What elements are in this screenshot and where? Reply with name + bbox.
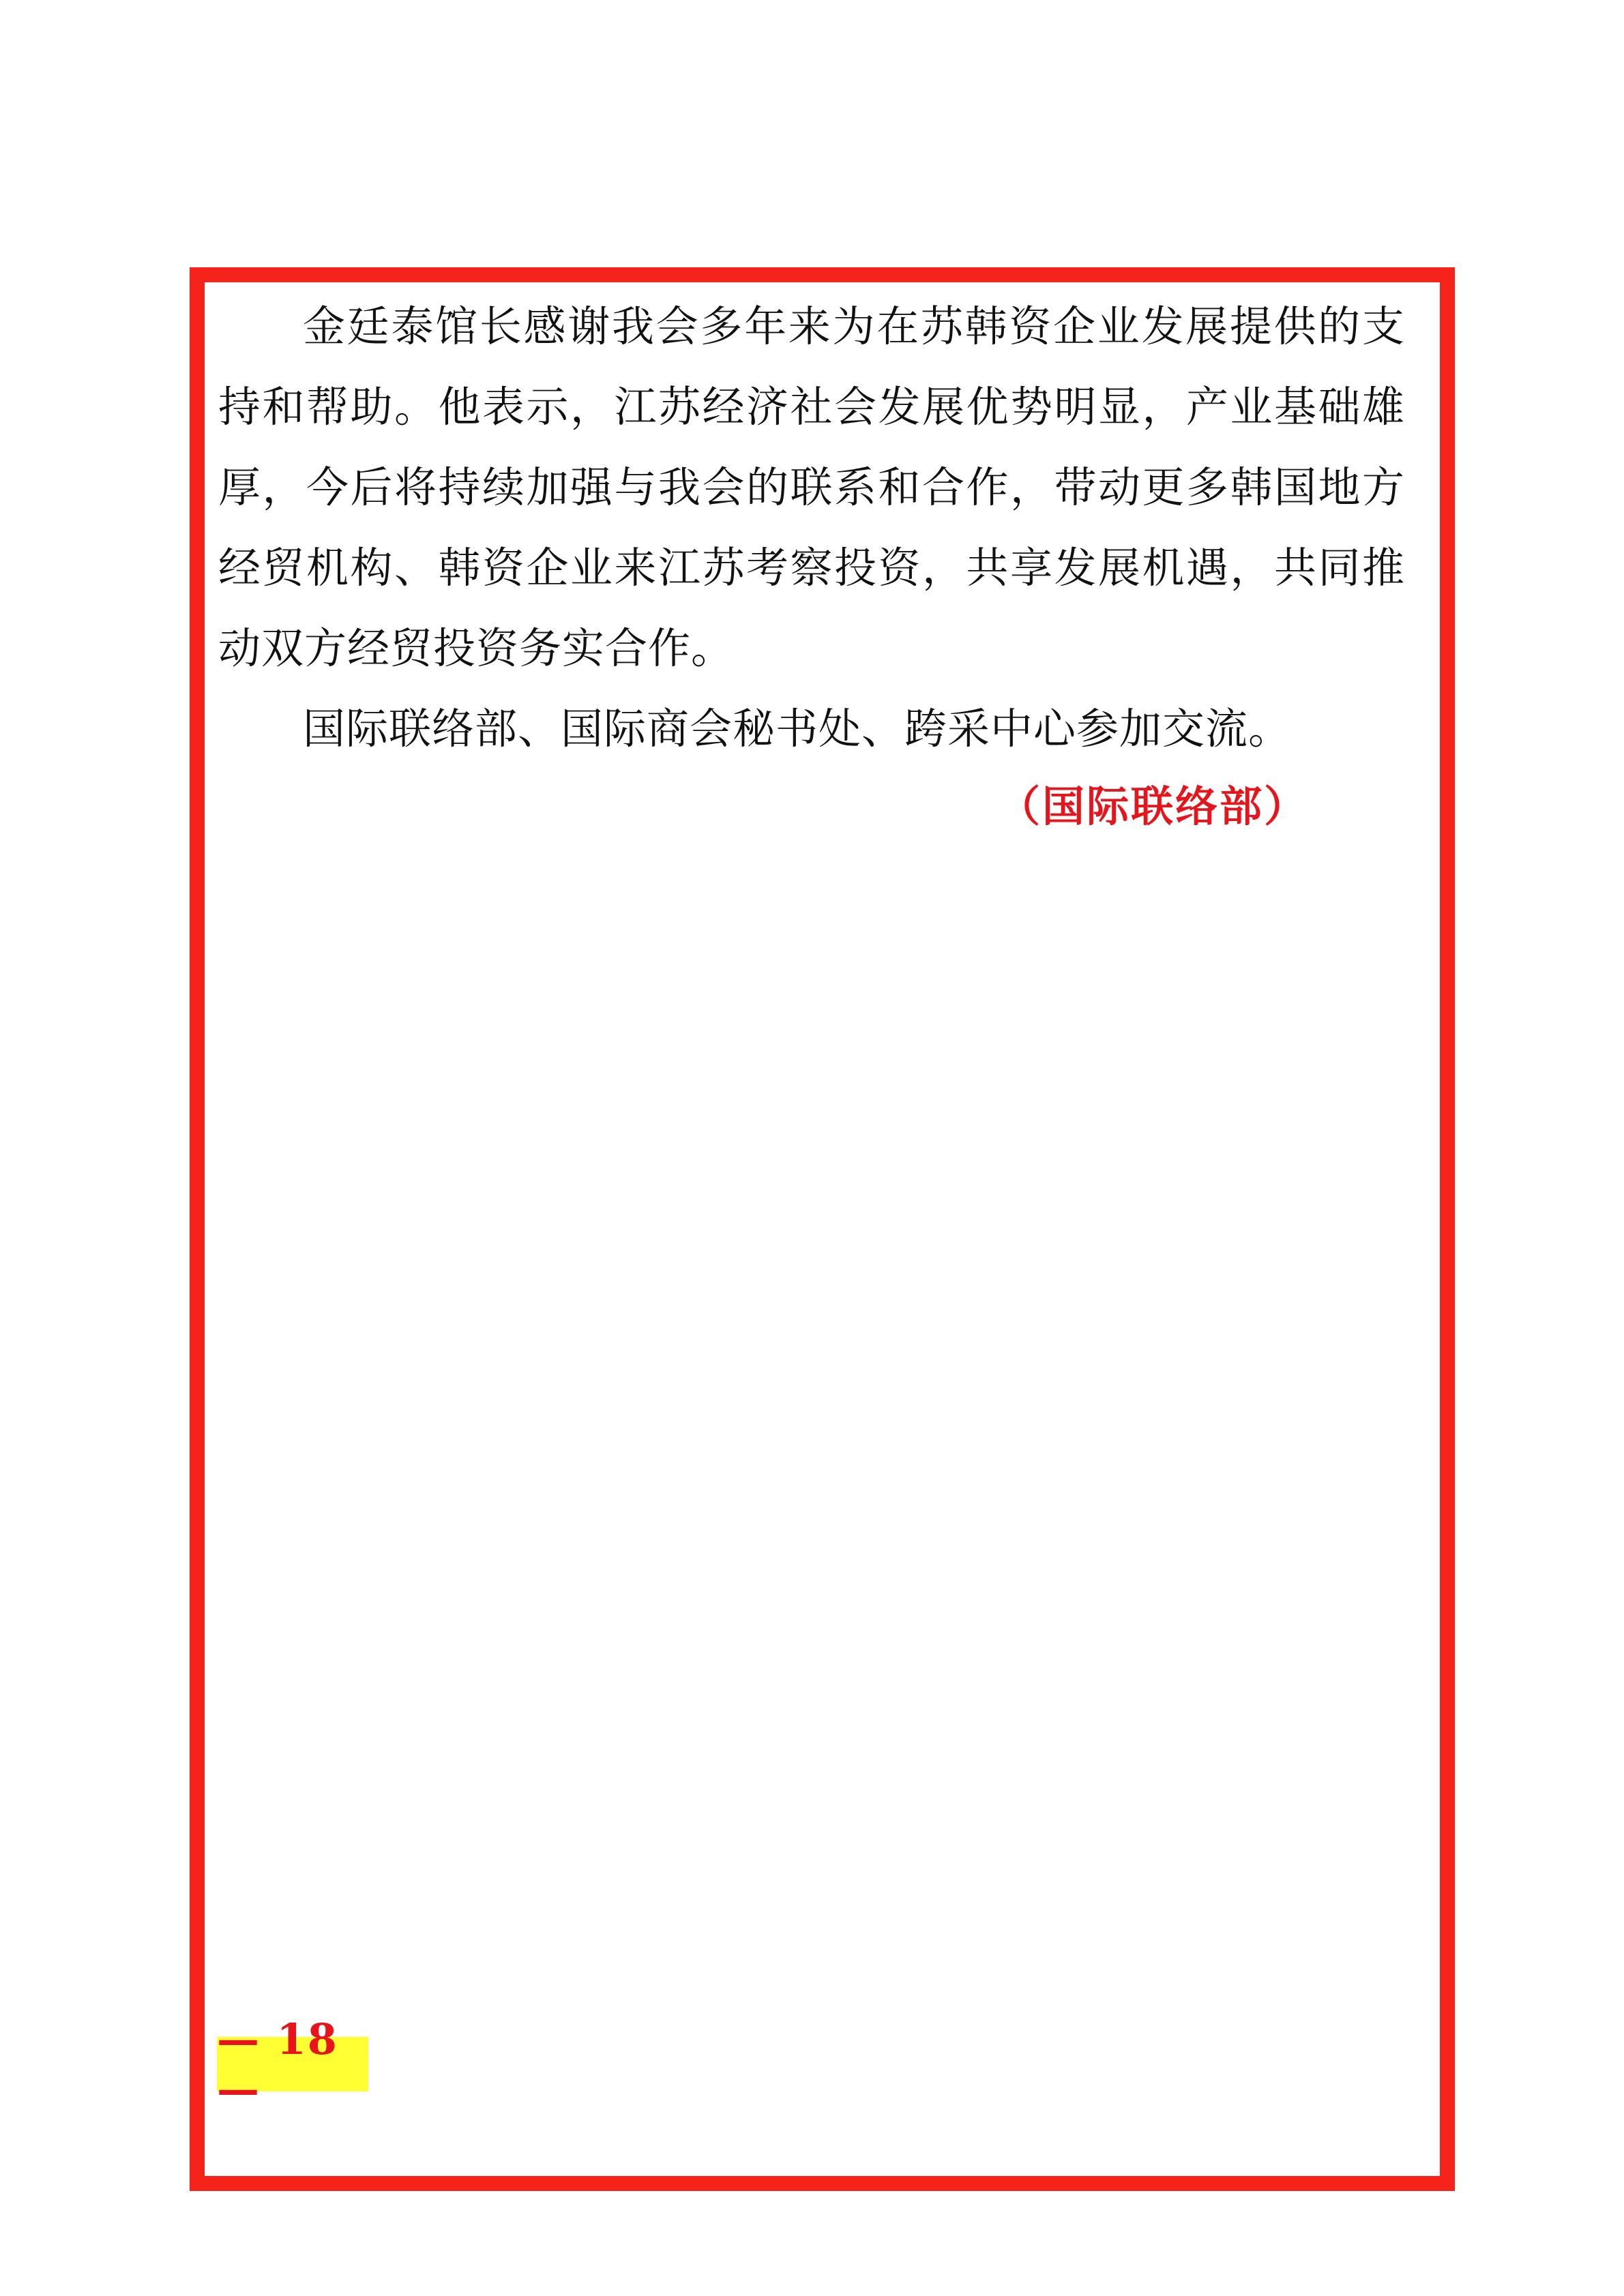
- page-number: — 18 —: [217, 2037, 368, 2091]
- department-attribution: （国际联络部）: [997, 781, 1308, 831]
- article-body: [218, 286, 1405, 844]
- paragraph-1: 金廷泰馆长感谢我会多年来为在苏韩资企业发展提供的支持和帮助。他表示，江苏经济社会发展优势明显，产业基础雄厚，今后将持续加强与我会的联系和合作，带动更多韩国地方经贸机构、韩资企业来江苏考察投资，共享发展机遇，共同推动双方经贸投资务实合作。: [218, 301, 1405, 673]
- paragraph-2: 国际联络部、国际商会秘书处、跨采中心参加交流。: [303, 704, 1292, 754]
